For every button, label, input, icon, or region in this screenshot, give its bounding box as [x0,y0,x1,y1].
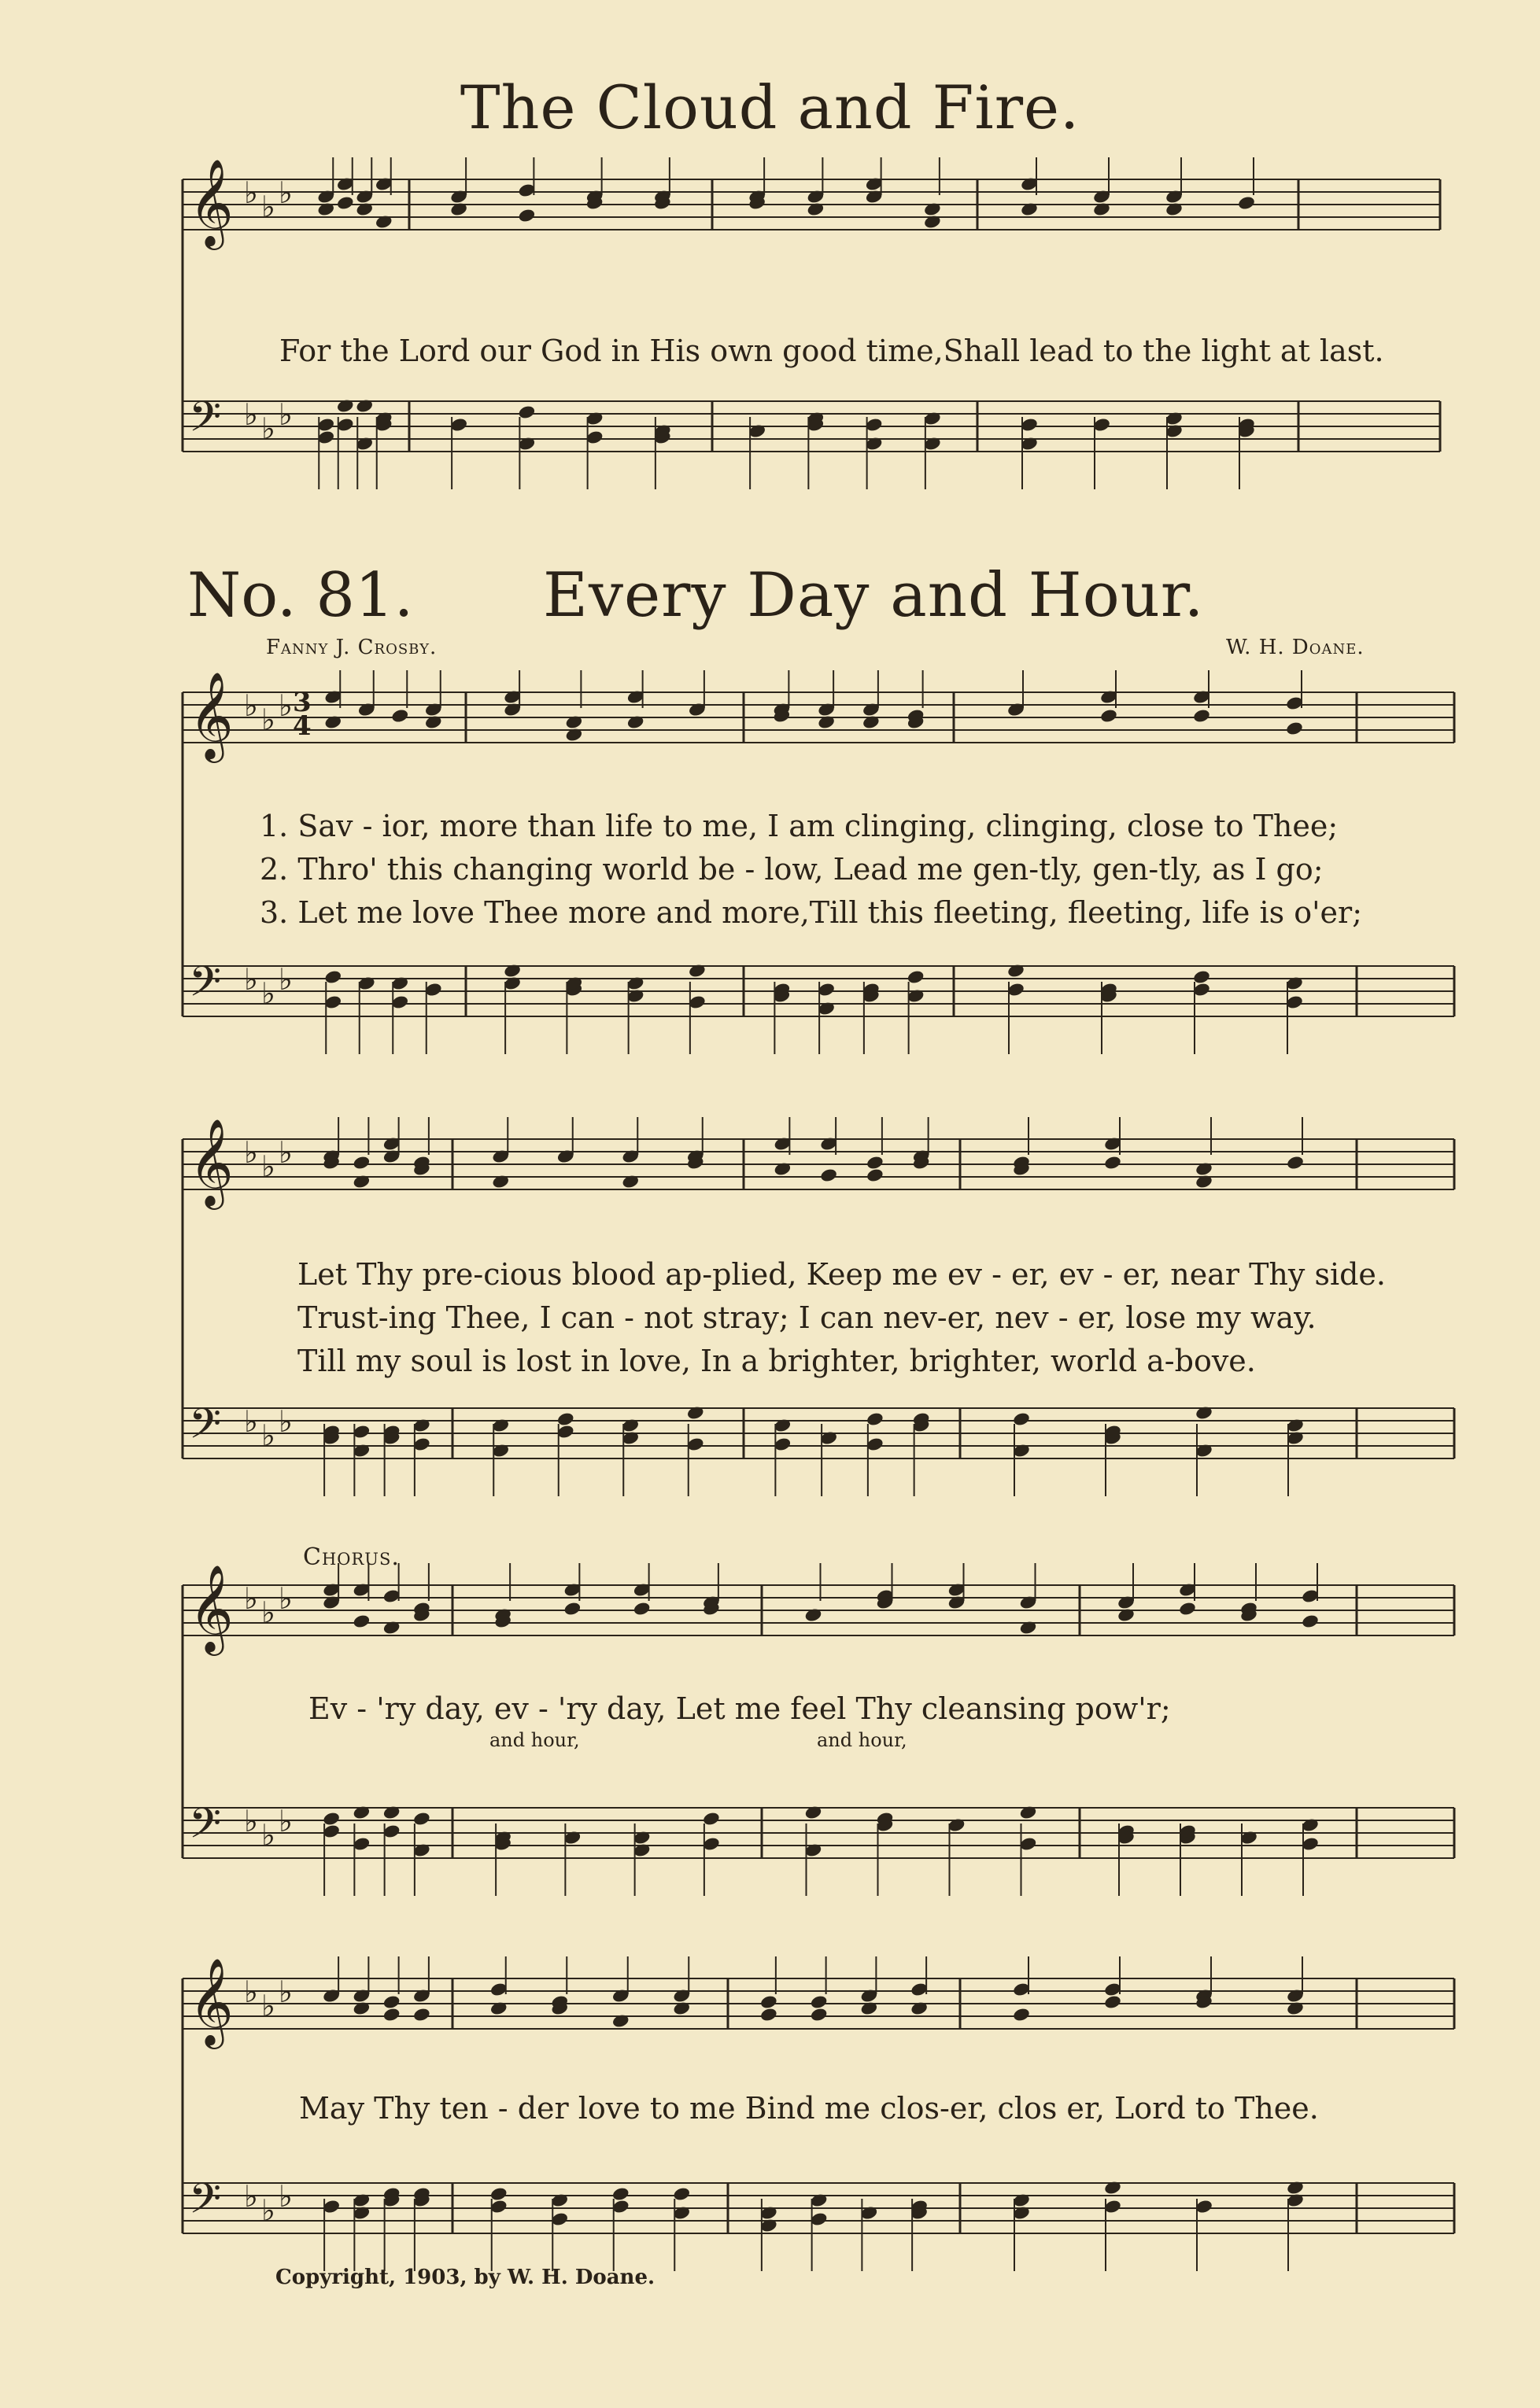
treble-staff-2 [183,1117,1454,1210]
svg-text:♭: ♭ [279,175,293,210]
svg-text:♭: ♭ [244,1135,258,1170]
bass-staff-1 [183,958,1454,1054]
svg-text:♭: ♭ [279,1404,293,1439]
svg-text:♭: ♭ [244,1581,258,1616]
bass-staff-2 [183,1400,1454,1496]
treble-staff-1 [183,670,1454,763]
svg-text:𝄞: 𝄞 [189,671,234,759]
time-signature-top: 3 [293,687,312,718]
verse-1-line-1: 1. Sav - ior, more than life to me, I am clinging, clinging, close to Thee; [260,809,1339,843]
hymn-number: No. 81. [187,560,414,631]
svg-text:♭: ♭ [261,702,275,737]
svg-text:♭: ♭ [261,190,275,224]
svg-text:♭: ♭ [244,2179,258,2214]
svg-text:♭: ♭ [244,1404,258,1439]
svg-text:♭: ♭ [244,962,258,997]
svg-text:♭: ♭ [261,976,275,1011]
verse-2-line-1: 2. Thro' this changing world be - low, Lead me gen-tly, gen-tly, as I go; [260,852,1324,887]
chorus-echo-2: and hour, [817,1729,907,1751]
svg-text:♭: ♭ [261,411,275,446]
svg-text:𝄞: 𝄞 [189,1957,234,2045]
svg-text:♭: ♭ [261,1149,275,1184]
chorus-echo-1: and hour, [489,1729,580,1751]
treble-staff-3 [183,1563,1454,1656]
svg-text:𝄢: 𝄢 [189,1800,222,1858]
svg-text:♭: ♭ [261,2193,275,2228]
time-signature-bottom: 4 [293,710,312,742]
svg-text:♭: ♭ [261,1818,275,1853]
svg-text:𝄢: 𝄢 [189,393,222,452]
bass-staff-0 [183,393,1440,489]
verse-3-line-1: 3. Let me love Thee more and more,Till this fleeting, fleeting, life is o'er; [260,895,1362,930]
svg-text:♭: ♭ [261,1595,275,1630]
svg-text:♭: ♭ [279,2179,293,2214]
bass-staff-4 [183,2175,1454,2271]
svg-text:♭: ♭ [279,1975,293,2009]
svg-text:♭: ♭ [261,1989,275,2023]
svg-text:♭: ♭ [279,688,293,723]
verse-3-line-2: Till my soul is lost in love, In a brighter, brighter, world a-bove. [297,1344,1256,1378]
svg-text:♭: ♭ [279,1581,293,1616]
final-lyric-line: May Thy ten - der love to me Bind me clos-er, clos er, Lord to Thee. [299,2091,1319,2126]
hymn-title: Every Day and Hour. [543,560,1205,631]
copyright-notice: Copyright, 1903, by W. H. Doane. [275,2266,656,2289]
svg-text:♭: ♭ [244,175,258,210]
time-signature [293,687,312,742]
svg-text:♭: ♭ [244,1975,258,2009]
svg-text:𝄞: 𝄞 [189,158,234,246]
bass-staff-3 [183,1800,1454,1896]
svg-text:♭: ♭ [244,688,258,723]
svg-text:𝄞: 𝄞 [189,1118,234,1206]
chorus-line: Ev - 'ry day, ev - 'ry day, Let me feel Thy cleansing pow'r; [308,1691,1171,1726]
verse-2-line-2: Trust-ing Thee, I can - not stray; I can nev-er, nev - er, lose my way. [297,1300,1317,1335]
composer-credit: W. H. Doane. [1226,636,1365,659]
svg-text:♭: ♭ [244,1804,258,1838]
previous-hymn-title: The Cloud and Fire. [460,72,1080,142]
svg-text:♭: ♭ [279,962,293,997]
treble-staff-0 [183,157,1440,250]
verse-1-line-2: Let Thy pre-cious blood ap-plied, Keep me ev - er, ev - er, near Thy side. [297,1257,1386,1292]
svg-text:𝄢: 𝄢 [189,958,222,1016]
chorus-label: Chorus. [303,1543,400,1571]
svg-text:𝄢: 𝄢 [189,2175,222,2233]
previous-hymn-lyric: For the Lord our God in His own good time,Shall lead to the light at last. [279,334,1384,368]
treble-staff-4 [183,1956,1454,2049]
svg-text:𝄢: 𝄢 [189,1400,222,1458]
svg-text:♭: ♭ [279,1135,293,1170]
svg-text:♭: ♭ [261,1418,275,1453]
lyricist-credit: Fanny J. Crosby. [266,636,438,659]
svg-text:♭: ♭ [244,397,258,432]
svg-text:𝄞: 𝄞 [189,1564,234,1652]
svg-text:♭: ♭ [279,1804,293,1838]
svg-text:♭: ♭ [279,397,293,432]
